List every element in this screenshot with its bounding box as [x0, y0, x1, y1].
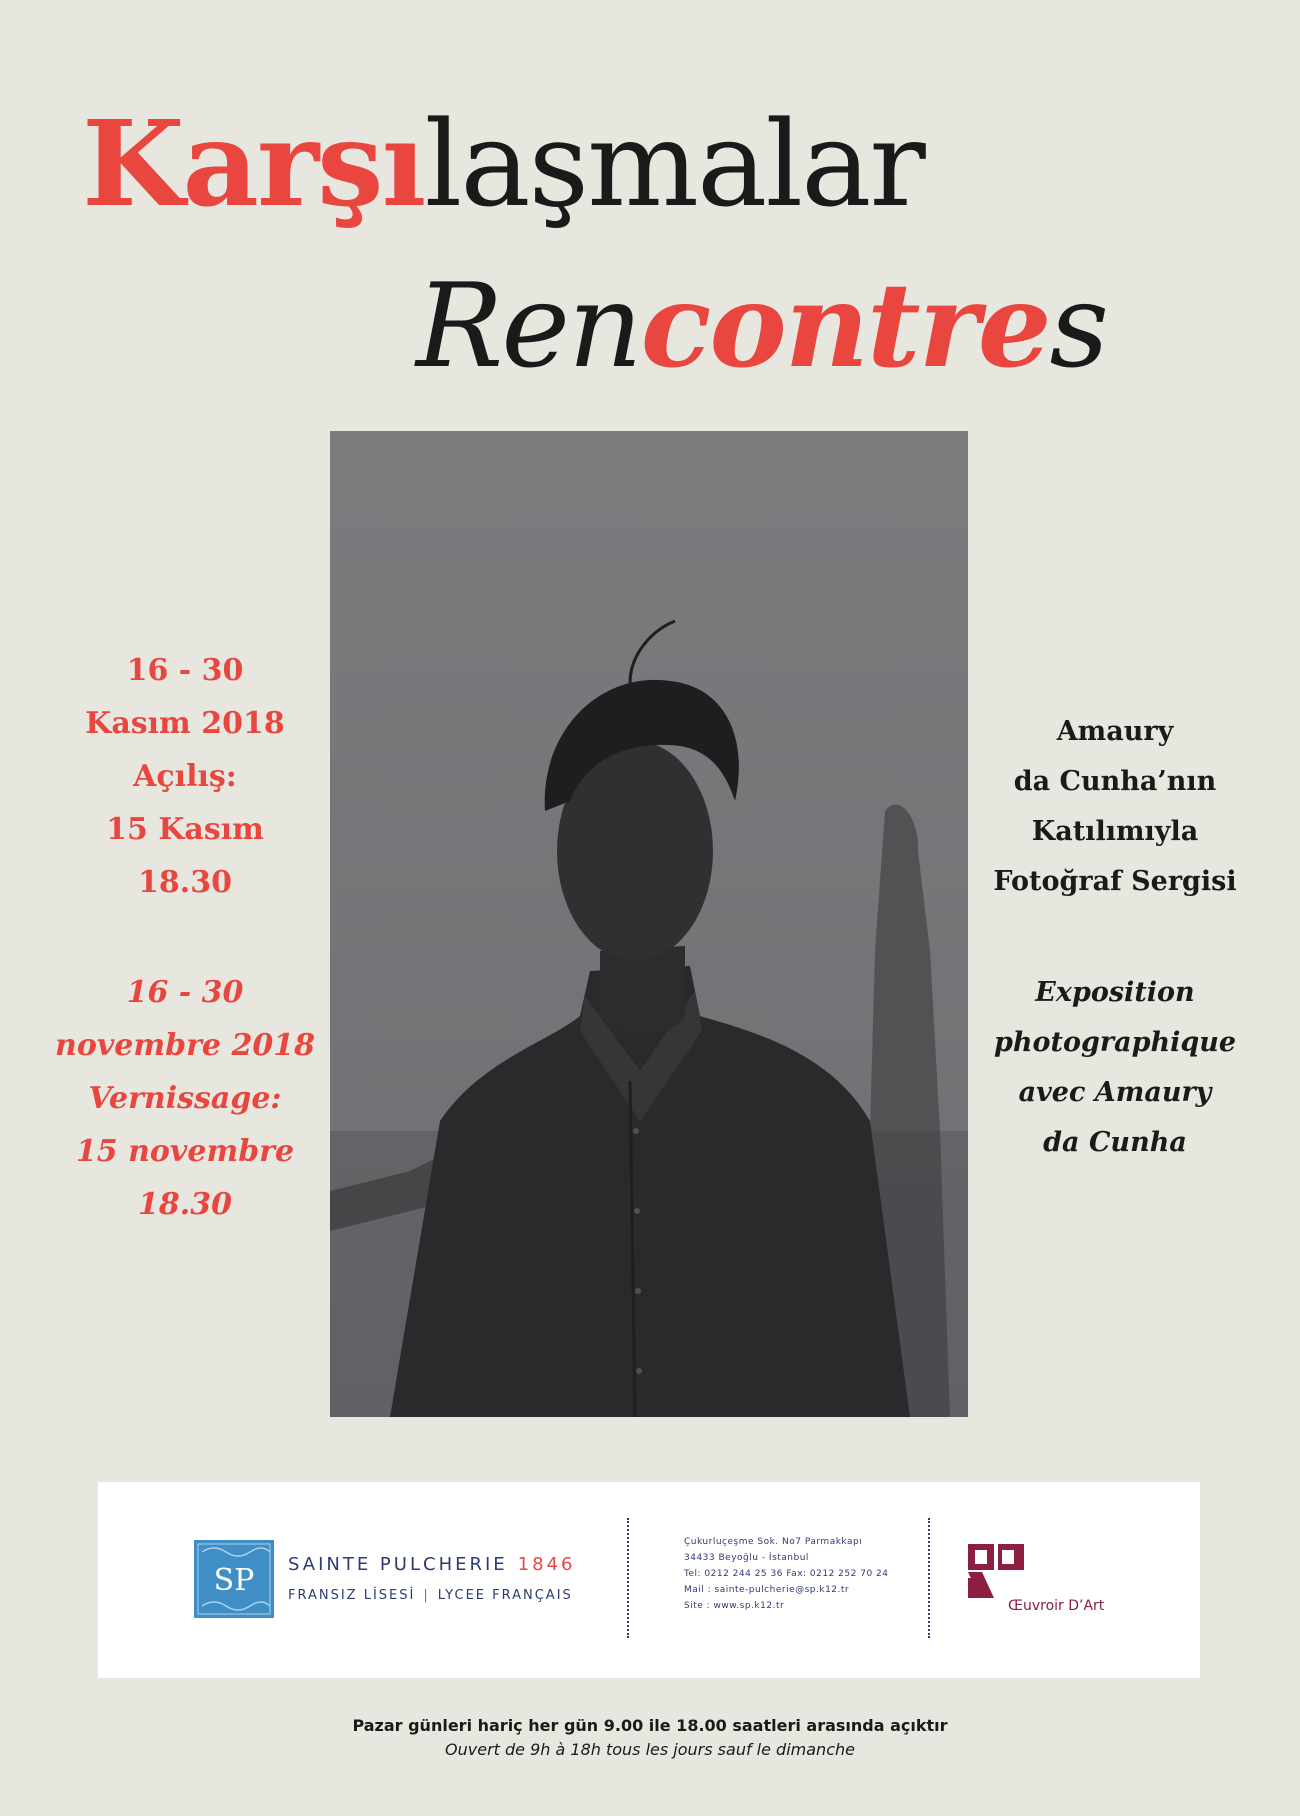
description-french — [980, 968, 1250, 1168]
description-french-line: da Cunha — [1043, 1127, 1187, 1158]
dates-french-line: Vernissage: — [88, 1081, 282, 1116]
dates-turkish-line: 15 Kasım — [106, 812, 264, 847]
school-year: 1846 — [517, 1554, 576, 1575]
opening-hours — [0, 1714, 1300, 1762]
dates-turkish-line: 18.30 — [138, 865, 232, 900]
description-turkish-line: Katılımıyla — [1031, 816, 1199, 847]
divider — [928, 1518, 930, 1638]
description-french-line: avec Amaury — [1018, 1077, 1212, 1108]
oda-logo — [968, 1544, 1028, 1600]
dates-french-line: 18.30 — [138, 1187, 232, 1222]
title-french-red: contre — [640, 258, 1050, 394]
contact-address: Çukurluçeşme Sok. No7 Parmakkapı — [684, 1537, 863, 1547]
description-french-line: photographique — [993, 1027, 1237, 1058]
dates-turkish-line: Açılış: — [133, 759, 237, 794]
title-french-black-b: s — [1049, 259, 1108, 394]
dates-french-line: 16 - 30 — [126, 975, 244, 1010]
hours-french: Ouvert de 9h à 18h tous les jours sauf le dimanche — [445, 1740, 855, 1759]
description-french-line: Exposition — [1035, 977, 1195, 1008]
dates-french — [40, 966, 330, 1231]
sponsor-footer — [98, 1482, 1200, 1678]
school-subtitle: FRANSIZ LİSESİ | LYCEE FRANÇAIS — [288, 1588, 573, 1603]
description-turkish-line: da Cunha’nın — [1013, 766, 1217, 797]
title-french — [416, 258, 1108, 394]
contact-site: Site : www.sp.k12.tr — [684, 1601, 785, 1611]
oda-name: Œuvroir D’Art — [1008, 1598, 1105, 1614]
description-turkish-line: Fotoğraf Sergisi — [993, 866, 1237, 897]
title-turkish-black: laşmalar — [424, 95, 924, 233]
contact-city: 34433 Beyoğlu - İstanbul — [684, 1553, 809, 1563]
dates-french-line: novembre 2018 — [55, 1028, 315, 1063]
school-name: SAINTE PULCHERIE 1846 — [288, 1554, 576, 1575]
dates-french-line: 15 novembre — [75, 1134, 295, 1169]
contact-mail: Mail : sainte-pulcherie@sp.k12.tr — [684, 1585, 850, 1595]
divider — [627, 1518, 629, 1638]
title-french-black-a: Ren — [416, 259, 641, 394]
dates-turkish — [60, 644, 310, 909]
title-turkish — [82, 94, 924, 233]
portrait-photo — [330, 431, 968, 1417]
dates-turkish-line: Kasım 2018 — [85, 706, 285, 741]
contact-phone: Tel: 0212 244 25 36 Fax: 0212 252 70 24 — [684, 1569, 889, 1579]
description-turkish — [980, 707, 1250, 907]
sp-logo-letters: SP — [213, 1563, 255, 1598]
title-turkish-red: Karşı — [82, 94, 425, 233]
description-turkish-line: Amaury — [1056, 716, 1174, 747]
sp-logo — [194, 1540, 274, 1618]
dates-turkish-line: 16 - 30 — [126, 653, 244, 688]
hours-turkish: Pazar günleri hariç her gün 9.00 ile 18.00 saatleri arasında açıktır — [352, 1716, 948, 1735]
contact-info — [684, 1534, 888, 1614]
